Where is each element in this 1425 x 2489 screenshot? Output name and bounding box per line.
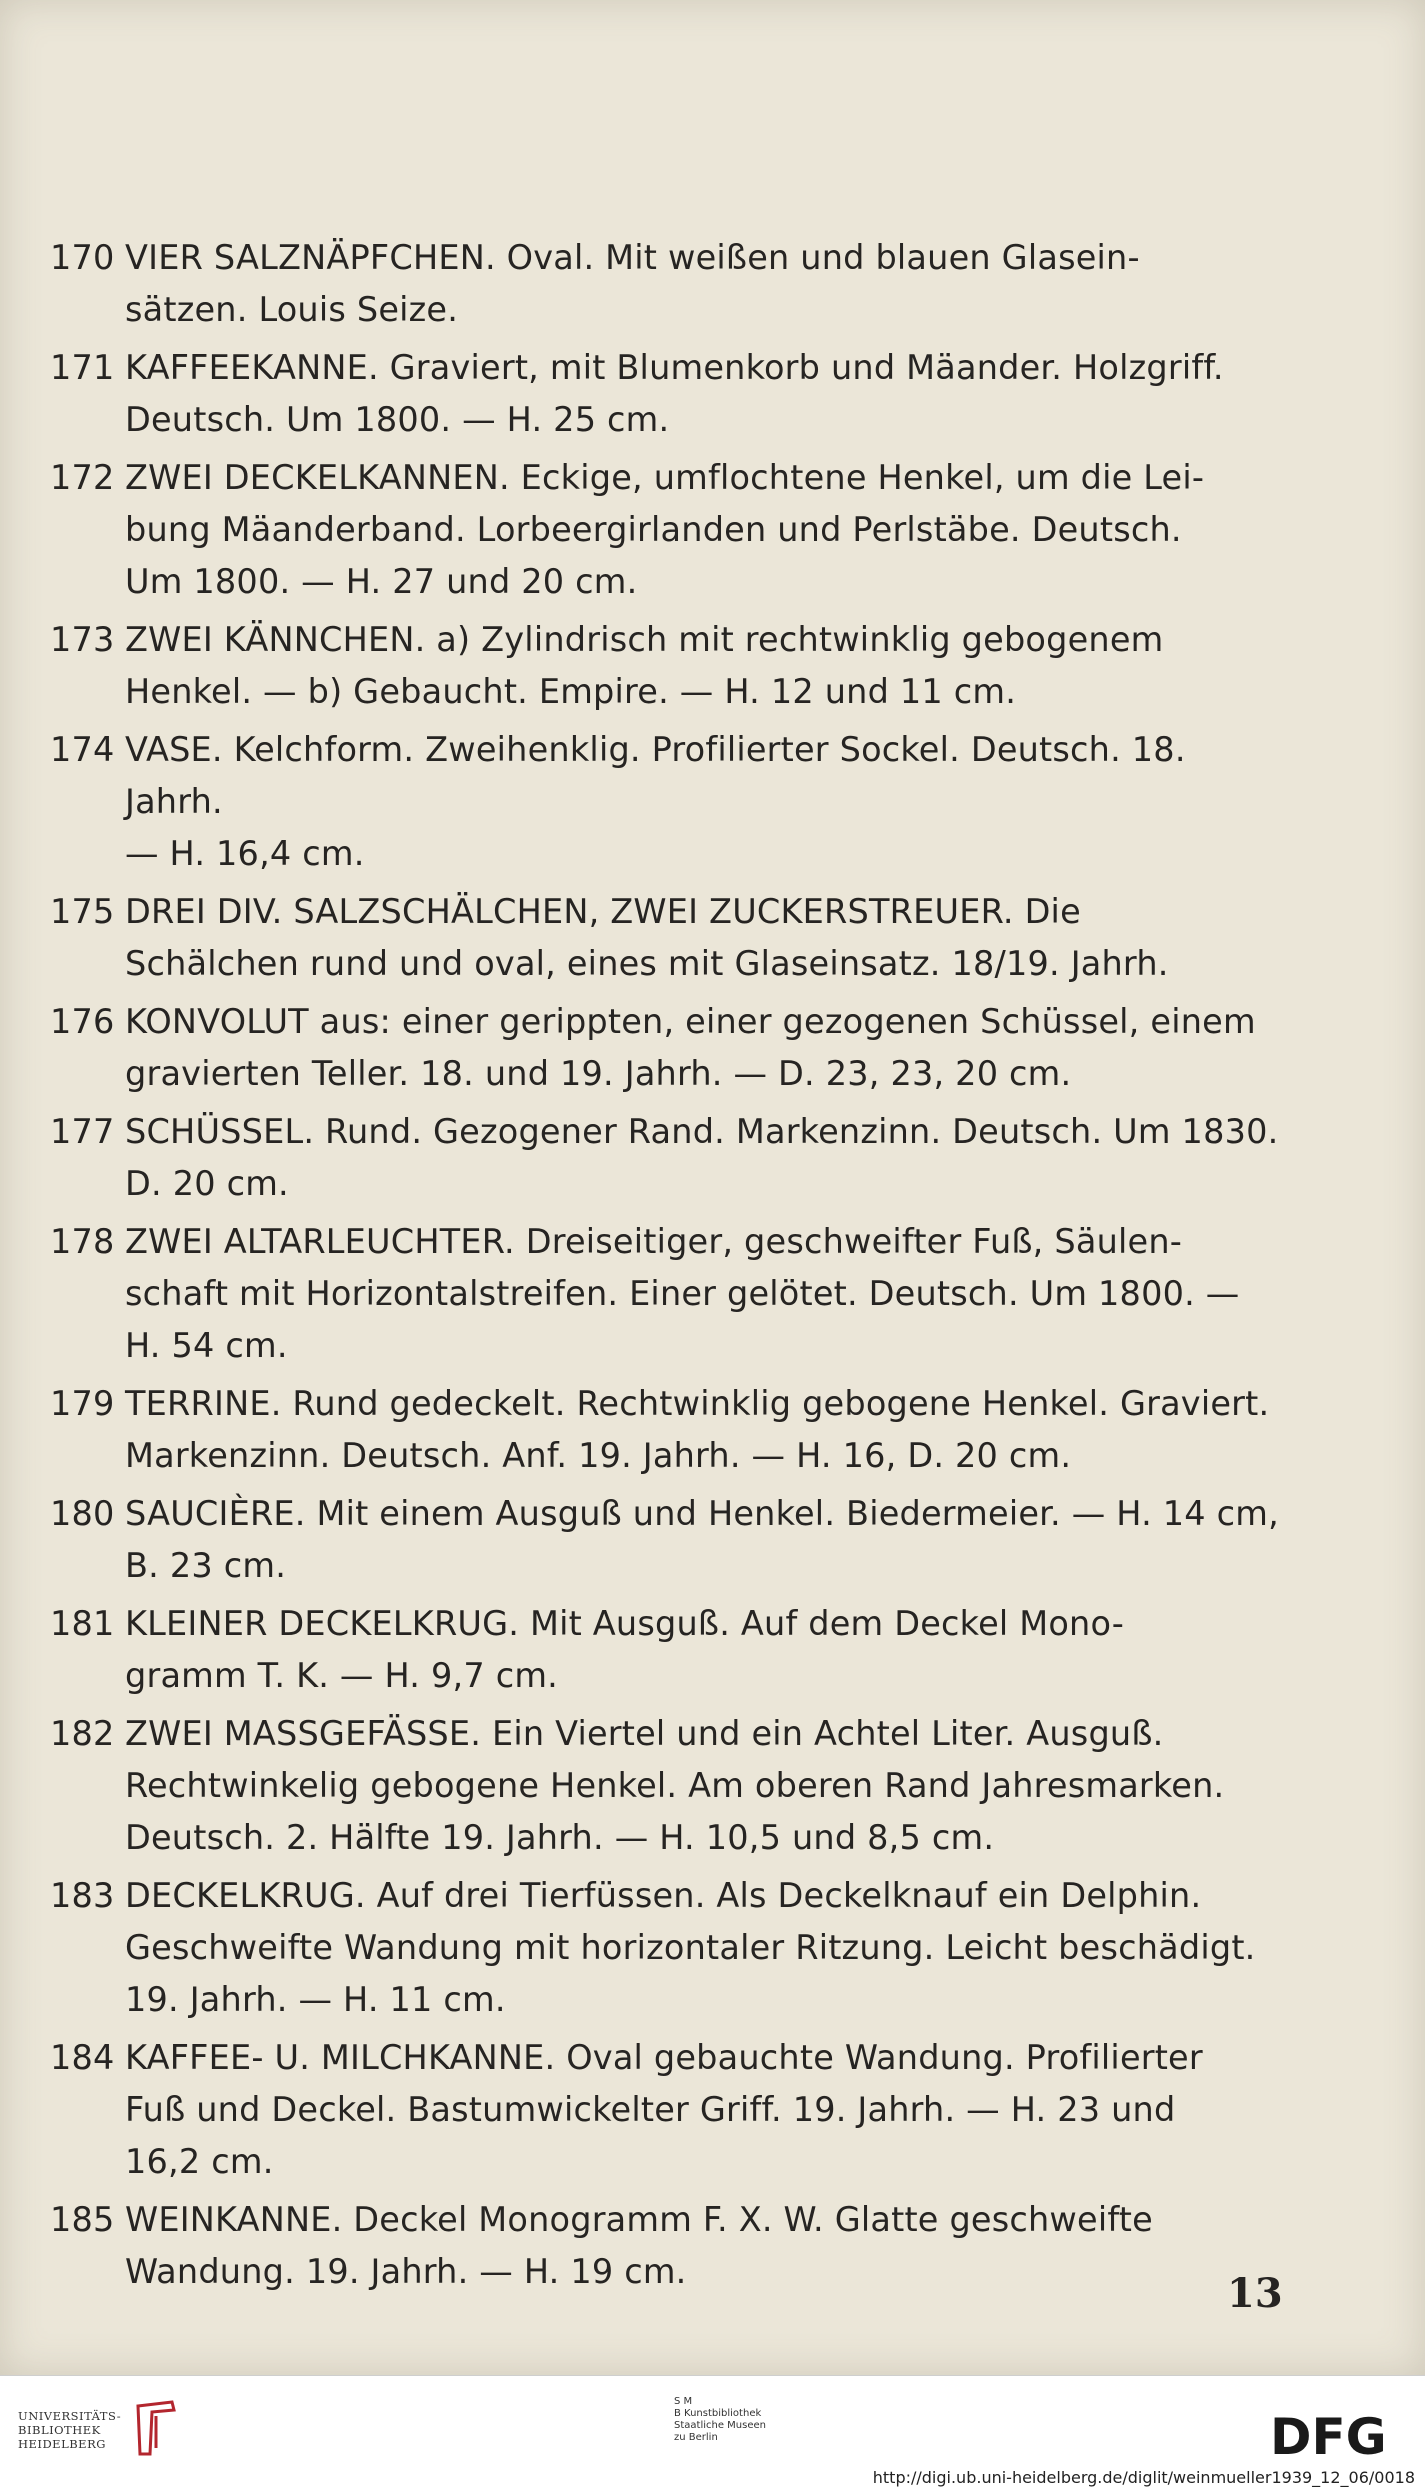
entry-number: 172 [50, 458, 115, 497]
entry-number: 174 [50, 730, 115, 769]
entry-line: Rechtwinkelig gebogene Henkel. Am oberen Rand Jahresmarken. [125, 1766, 1225, 1805]
entry-line: KAFFEEKANNE. Graviert, mit Blumenkorb und Mäander. Holzgriff. [125, 348, 1224, 387]
museum-stamp [674, 2396, 766, 2444]
entry-line: ZWEI KÄNNCHEN. a) Zylindrisch mit rechtwinklig gebogenem [125, 620, 1164, 659]
catalogue-entry [50, 1598, 1290, 1702]
catalogue-entry [50, 232, 1290, 336]
entry-line: ZWEI ALTARLEUCHTER. Dreiseitiger, geschweifter Fuß, Säulen- [125, 1222, 1183, 1261]
entry-line: VASE. Kelchform. Zweihenklig. Profilierter Sockel. Deutsch. 18. Jahrh. [125, 730, 1186, 821]
dfg-logo[interactable] [1270, 2408, 1410, 2464]
catalogue-entry [50, 1488, 1290, 1592]
catalogue-entry [50, 996, 1290, 1100]
entry-line: D. 20 cm. [125, 1164, 289, 1203]
uni-logo-line: BIBLIOTHEK [18, 2423, 101, 2437]
uni-logo-line: UNIVERSITÄTS- [18, 2409, 122, 2423]
catalogue-entry [50, 724, 1290, 880]
entry-number: 177 [50, 1112, 115, 1151]
footer-bar [0, 2375, 1425, 2489]
entry-number: 181 [50, 1604, 115, 1643]
entry-line: gravierten Teller. 18. und 19. Jahrh. — D. 23, 23, 20 cm. [125, 1054, 1072, 1093]
catalogue-entry [50, 614, 1290, 718]
entry-line: sätzen. Louis Seize. [125, 290, 459, 329]
entry-line: TERRINE. Rund gedeckelt. Rechtwinklig gebogene Henkel. Graviert. [125, 1384, 1270, 1423]
entry-number: 178 [50, 1222, 115, 1261]
entry-line: KAFFEE- U. MILCHKANNE. Oval gebauchte Wandung. Profilierter [125, 2038, 1203, 2077]
stamp-line: zu Berlin [674, 2432, 718, 2443]
page-number: 13 [1227, 2270, 1283, 2317]
entry-number: 185 [50, 2200, 115, 2239]
entry-line: VIER SALZNÄPFCHEN. Oval. Mit weißen und blauen Glasein- [125, 238, 1140, 277]
entry-line: 19. Jahrh. — H. 11 cm. [125, 1980, 506, 2019]
university-library-logo[interactable] [18, 2409, 121, 2451]
entry-line: schaft mit Horizontalstreifen. Einer gelötet. Deutsch. Um 1800. — [125, 1274, 1240, 1313]
source-url-link[interactable]: http://digi.ub.uni-heidelberg.de/diglit/weinmueller1939_12_06/0018 [872, 2468, 1415, 2487]
entry-line: DREI DIV. SALZSCHÄLCHEN, ZWEI ZUCKERSTREUER. Die [125, 892, 1081, 931]
university-mark-icon [130, 2398, 180, 2458]
entry-line: Fuß und Deckel. Bastumwickelter Griff. 19. Jahrh. — H. 23 und [125, 2090, 1176, 2129]
entry-number: 170 [50, 238, 115, 277]
catalogue-entries [50, 232, 1290, 2304]
entry-line: DECKELKRUG. Auf drei Tierfüssen. Als Deckelknauf ein Delphin. [125, 1876, 1202, 1915]
entry-number: 176 [50, 1002, 115, 1041]
catalogue-entry [50, 1378, 1290, 1482]
entry-line: KLEINER DECKELKRUG. Mit Ausguß. Auf dem Deckel Mono- [125, 1604, 1125, 1643]
stamp-line: Staatliche Museen [674, 2420, 766, 2431]
entry-line: B. 23 cm. [125, 1546, 287, 1585]
entry-line: Geschweifte Wandung mit horizontaler Ritzung. Leicht beschädigt. [125, 1928, 1256, 1967]
entry-line: H. 54 cm. [125, 1326, 288, 1365]
catalogue-entry [50, 2032, 1290, 2188]
entry-line: Deutsch. 2. Hälfte 19. Jahrh. — H. 10,5 und 8,5 cm. [125, 1818, 995, 1857]
entry-line: gramm T. K. — H. 9,7 cm. [125, 1656, 559, 1695]
entry-line: ZWEI MASSGEFÄSSE. Ein Viertel und ein Achtel Liter. Ausguß. [125, 1714, 1164, 1753]
entry-number: 183 [50, 1876, 115, 1915]
stamp-line: S M [674, 2396, 693, 2407]
entry-number: 179 [50, 1384, 115, 1423]
catalogue-entry [50, 1216, 1290, 1372]
entry-number: 171 [50, 348, 115, 387]
catalogue-entry [50, 1708, 1290, 1864]
entry-line: 16,2 cm. [125, 2142, 274, 2181]
catalogue-entry [50, 342, 1290, 446]
entry-number: 182 [50, 1714, 115, 1753]
entry-line: SAUCIÈRE. Mit einem Ausguß und Henkel. Biedermeier. — H. 14 cm, [125, 1494, 1279, 1533]
entry-line: ZWEI DECKELKANNEN. Eckige, umflochtene Henkel, um die Lei- [125, 458, 1205, 497]
entry-line: Um 1800. — H. 27 und 20 cm. [125, 562, 638, 601]
entry-line: Deutsch. Um 1800. — H. 25 cm. [125, 400, 670, 439]
entry-line: Schälchen rund und oval, eines mit Glaseinsatz. 18/19. Jahrh. [125, 944, 1169, 983]
entry-line: Henkel. — b) Gebaucht. Empire. — H. 12 und 11 cm. [125, 672, 1017, 711]
entry-number: 184 [50, 2038, 115, 2077]
stamp-line: B Kunstbibliothek [674, 2408, 762, 2419]
entry-number: 173 [50, 620, 115, 659]
catalogue-entry [50, 2194, 1290, 2298]
entry-line: WEINKANNE. Deckel Monogramm F. X. W. Glatte geschweifte [125, 2200, 1153, 2239]
dfg-logo-text: DFG [1270, 2408, 1387, 2464]
catalogue-entry [50, 452, 1290, 608]
entry-number: 175 [50, 892, 115, 931]
entry-line: Wandung. 19. Jahrh. — H. 19 cm. [125, 2252, 687, 2291]
entry-line: SCHÜSSEL. Rund. Gezogener Rand. Markenzinn. Deutsch. Um 1830. [125, 1112, 1279, 1151]
entry-line: — H. 16,4 cm. [125, 834, 365, 873]
entry-line: bung Mäanderband. Lorbeergirlanden und Perlstäbe. Deutsch. [125, 510, 1182, 549]
entry-number: 180 [50, 1494, 115, 1533]
entry-line: Markenzinn. Deutsch. Anf. 19. Jahrh. — H. 16, D. 20 cm. [125, 1436, 1072, 1475]
catalogue-entry [50, 1106, 1290, 1210]
catalogue-entry [50, 886, 1290, 990]
entry-line: KONVOLUT aus: einer gerippten, einer gezogenen Schüssel, einem [125, 1002, 1256, 1041]
catalogue-entry [50, 1870, 1290, 2026]
uni-logo-line: HEIDELBERG [18, 2437, 106, 2451]
